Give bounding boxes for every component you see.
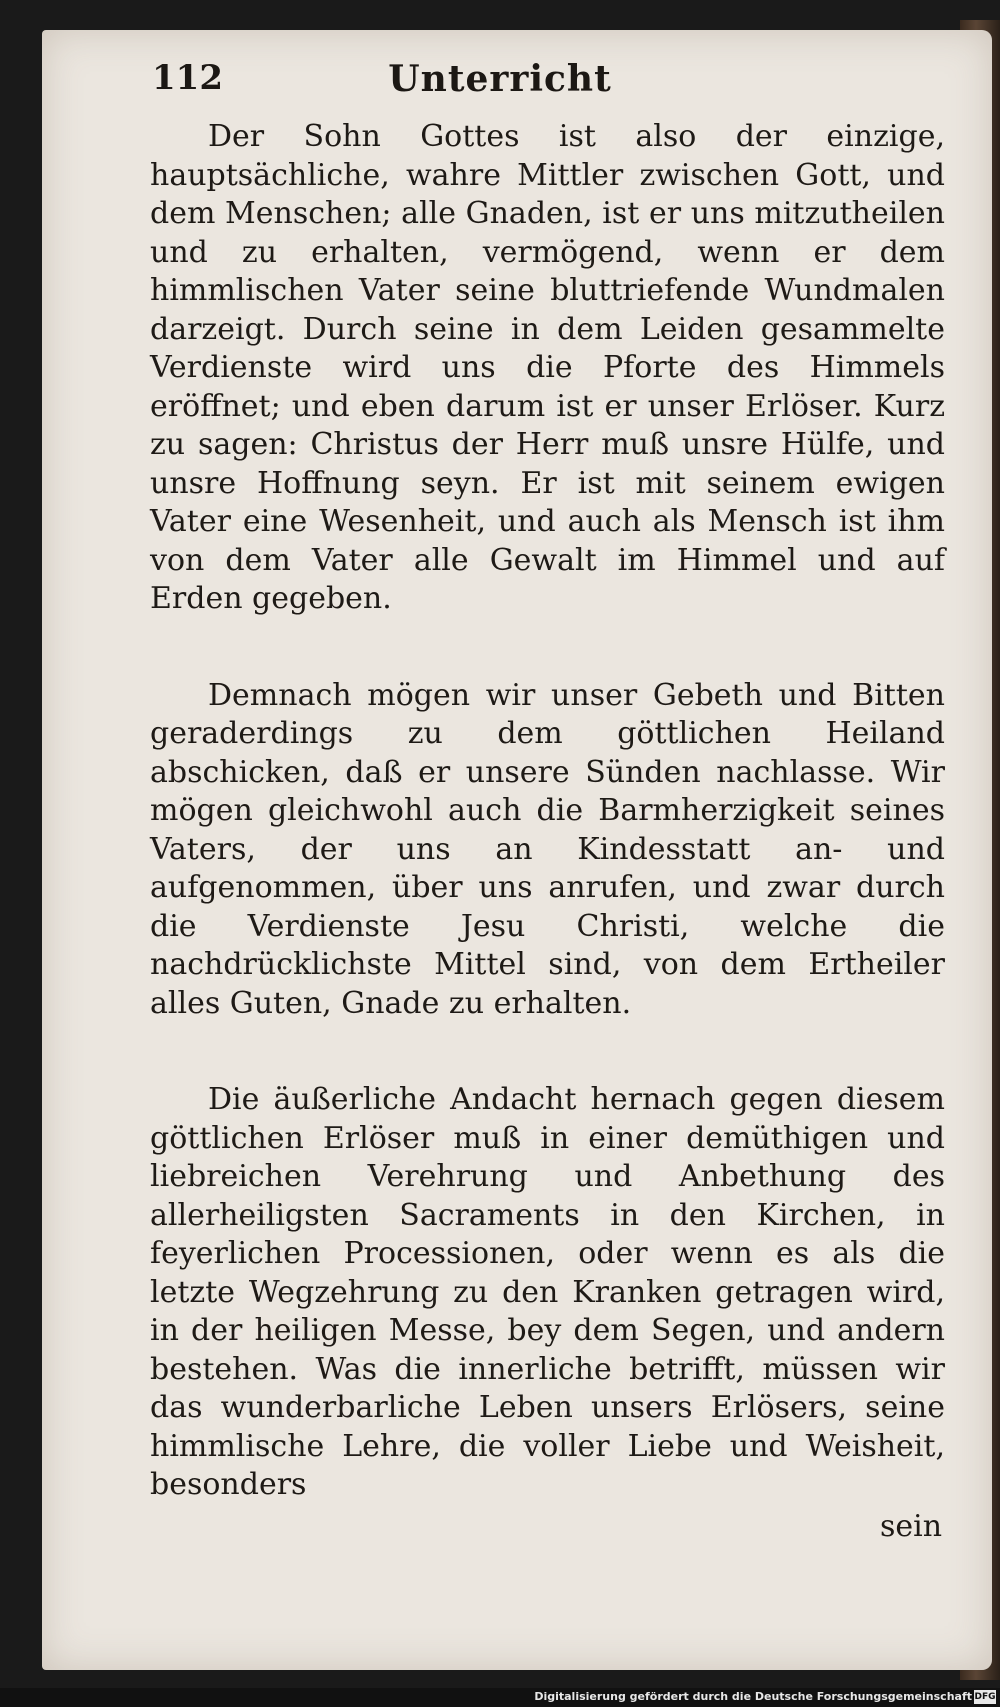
paragraph-1: Der Sohn Gottes ist also der einzige, hauptsächliche, wahre Mittler zwischen Gott, und dem Menschen; alle Gnaden, ist er uns mitzutheilen und zu erhalten, vermögend, wenn er dem himmlischen Vater seine bluttriefende Wundmalen darzeigt. Durch seine in dem Leiden gesammelte Verdienste wird uns die Pforte des Himmels eröffnet; und eben darum ist er unser Erlöser. Kurz zu sagen: Christus der Herr muß unsre Hülfe, und unsre Hoffnung seyn. Er ist mit seinem ewigen Vater eine Wesenheit, und auch als Mensch ist ihm von dem Vater alle Gewalt im Himmel und auf Erden gegeben. [150, 119, 945, 616]
catchword: sein [880, 1509, 943, 1544]
footer-credit: Digitalisierung gefördert durch die Deutsche Forschungsgemeinschaft [534, 1690, 972, 1703]
dfg-logo: DFG [974, 1692, 996, 1702]
running-title: Unterricht [388, 58, 612, 100]
page-number: 112 [152, 58, 223, 98]
body-text [150, 118, 945, 1505]
paragraph-3: Die äußerliche Andacht hernach gegen diesem göttlichen Erlöser muß in einer demüthigen und liebreichen Verehrung und Anbethung des allerheiligsten Sacraments in den Kirchen, in feyerlichen Processionen, oder wenn es als die letzte Wegzehrung zu den Kranken getragen wird, in der heiligen Messe, bey dem Segen, und andern bestehen. Was die innerliche betrifft, müssen wir das wunderbarliche Leben unsers Erlösers, seine himmlische Lehre, die voller Liebe und Weisheit, besonders [150, 1082, 945, 1502]
page-header [110, 58, 890, 108]
paragraph-2: Demnach mögen wir unser Gebeth und Bitten geraderdings zu dem göttlichen Heiland abschicken, daß er unsere Sünden nachlasse. Wir mögen gleichwohl auch die Barmherzigkeit seines Vaters, der uns an Kindesstatt an- und aufgenommen, über uns anrufen, und zwar durch die Verdienste Jesu Christi, welche die nachdrücklichste Mittel sind, von dem Ertheiler alles Guten, Gnade zu erhalten. [150, 677, 945, 1021]
